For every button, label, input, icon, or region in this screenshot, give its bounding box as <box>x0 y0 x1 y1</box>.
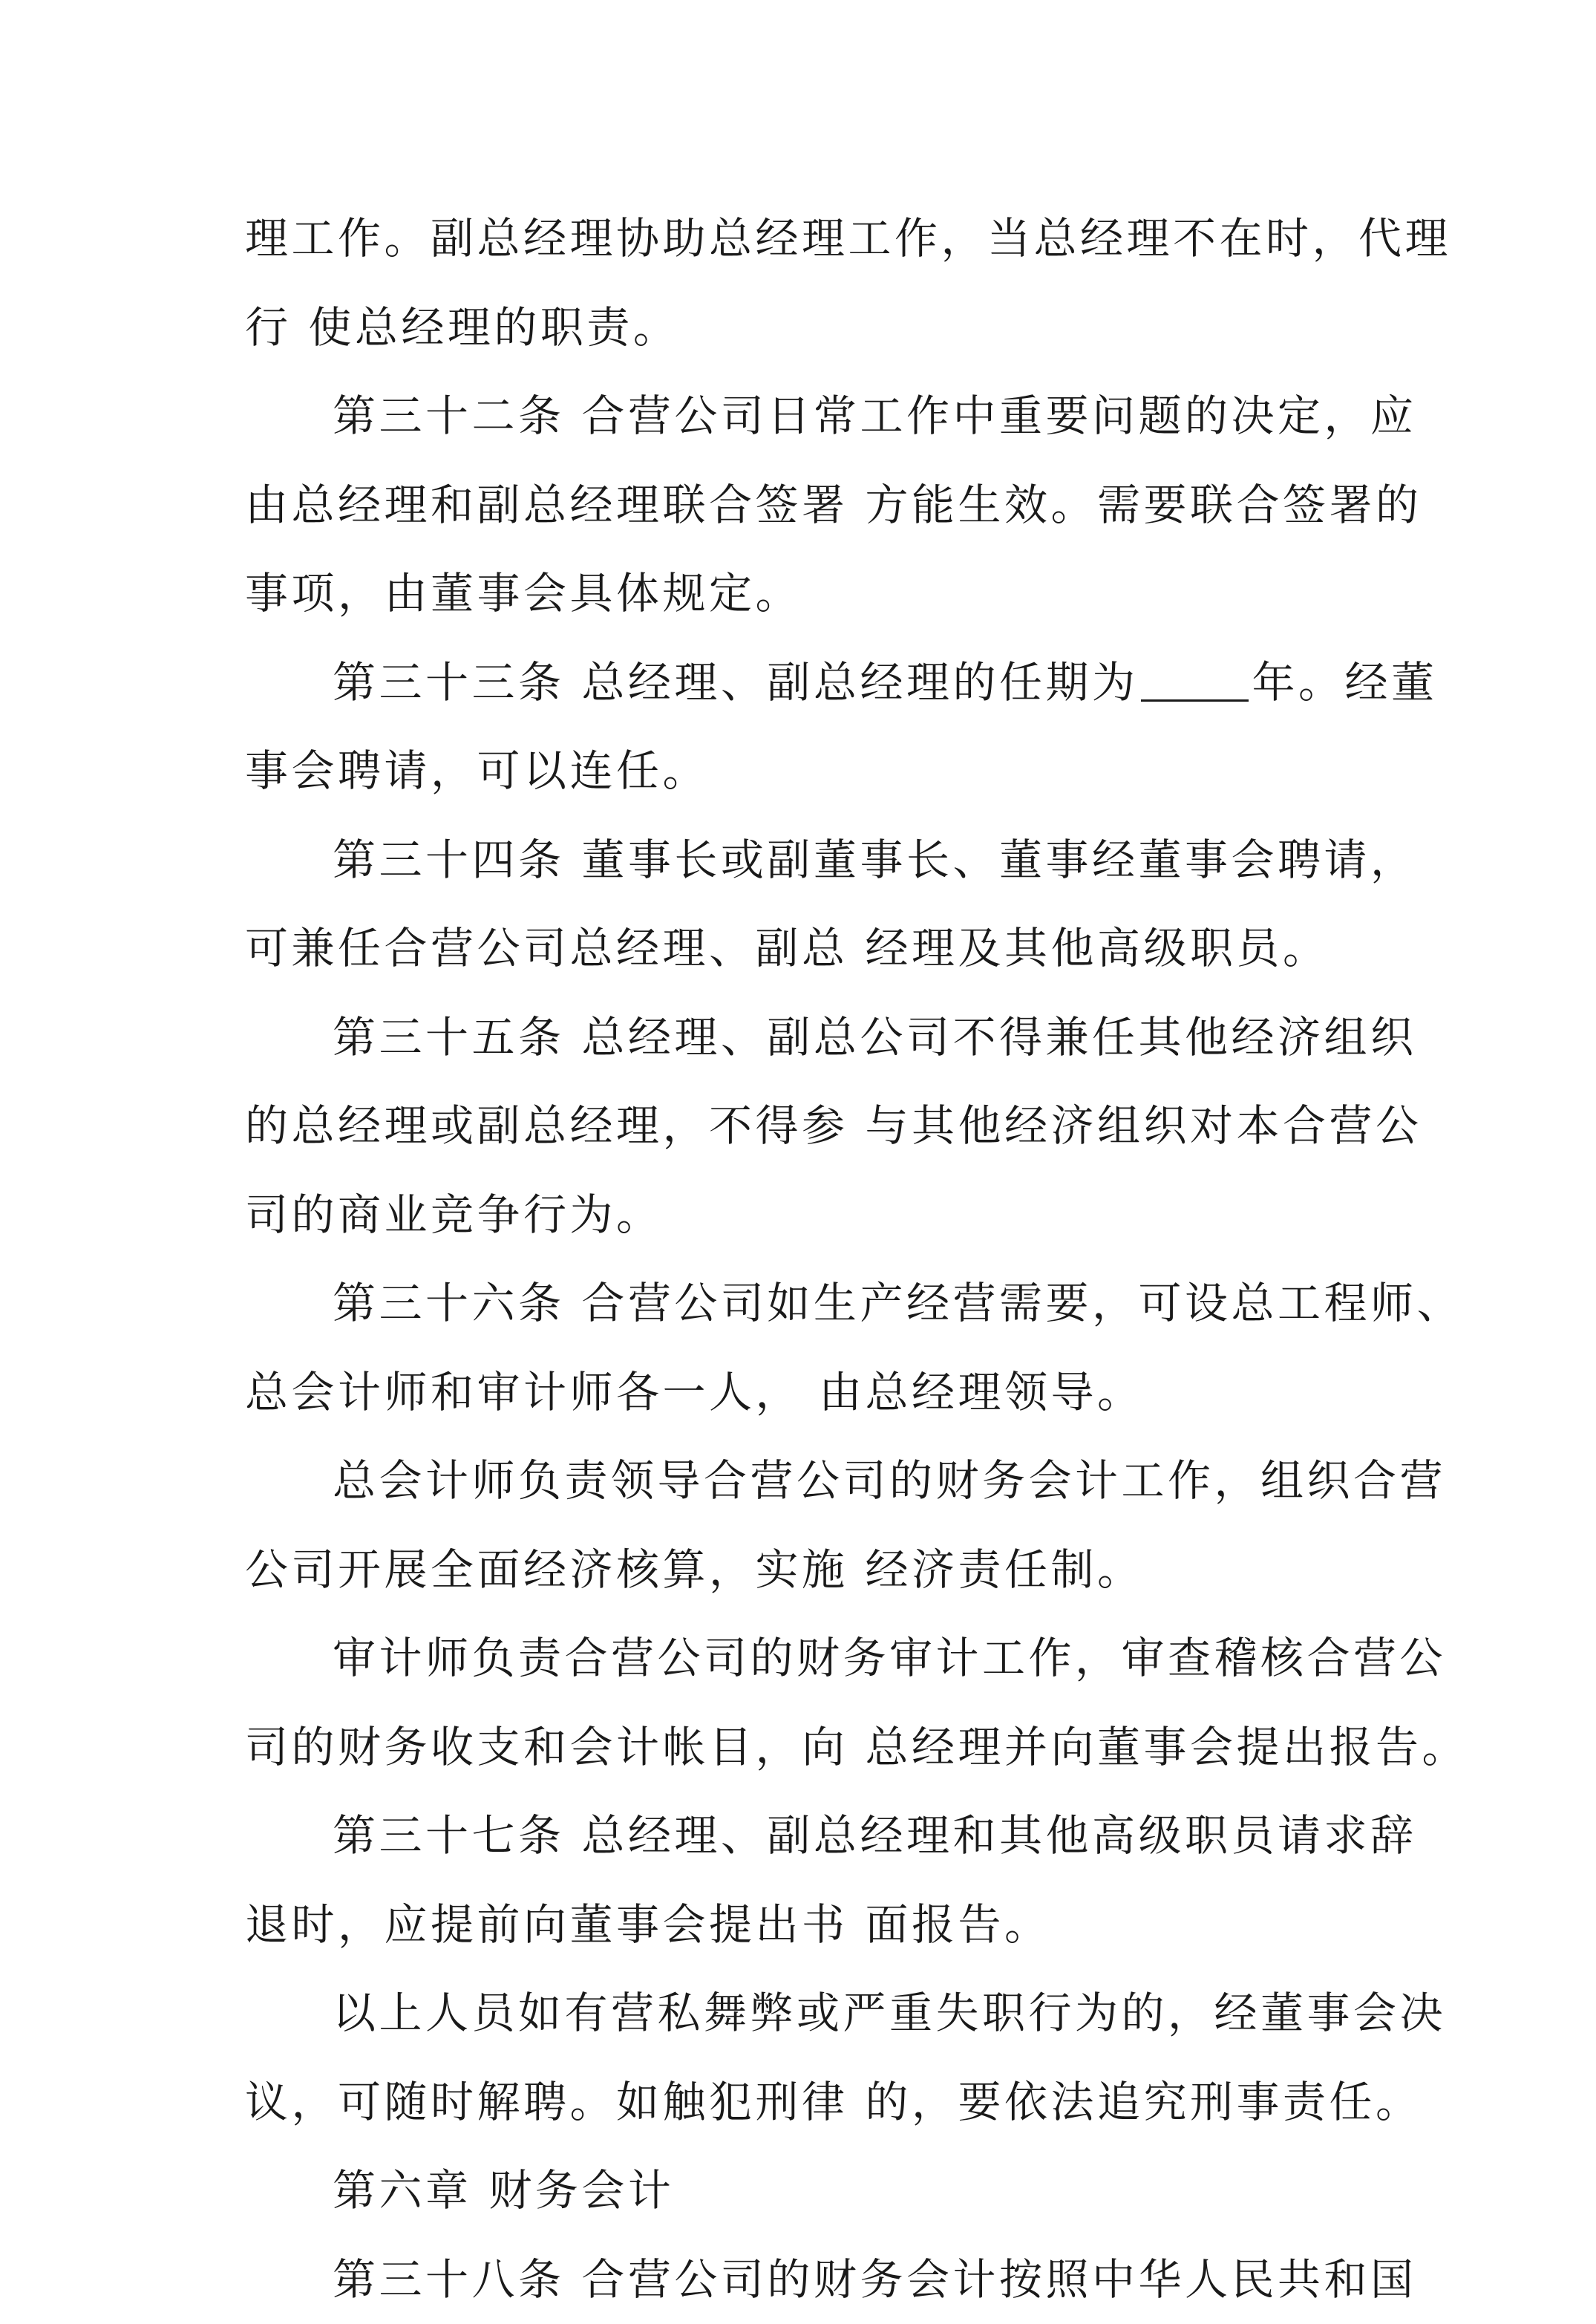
article-33-text-after: 年。经董 <box>1252 657 1437 708</box>
text-line: 事项，由董事会具体规定。 <box>245 549 1358 639</box>
text-line: 理工作。副总经理协助总经理工作，当总经理不在时，代理 <box>245 195 1358 284</box>
chapter-6-heading: 第六章 财务会计 <box>245 2147 1358 2236</box>
article-34-heading-line: 第三十四条 董事长或副董事长、董事经董事会聘请， <box>245 816 1358 905</box>
article-36-heading-line: 第三十六条 合营公司如生产经营需要，可设总工程师、 <box>245 1259 1358 1348</box>
text-line: 司的商业竞争行为。 <box>245 1171 1358 1260</box>
article-38-heading-line: 第三十八条 合营公司的财务会计按照中华人民共和国 <box>245 2236 1358 2324</box>
text-line: 总会计师和审计师各一人， 由总经理领导。 <box>245 1348 1358 1437</box>
text-line: 由总经理和副总经理联合签署 方能生效。需要联合签署的 <box>245 461 1358 550</box>
text-line: 公司开展全面经济核算，实施 经济责任制。 <box>245 1526 1358 1615</box>
article-37-heading-line: 第三十七条 总经理、副总经理和其他高级职员请求辞 <box>245 1792 1358 1881</box>
text-line: 司的财务收支和会计帐目，向 总经理并向董事会提出报告。 <box>245 1703 1358 1792</box>
text-line: 行 使总经理的职责。 <box>245 284 1358 373</box>
text-line: 退时，应提前向董事会提出书 面报告。 <box>245 1881 1358 1970</box>
article-32-heading-line: 第三十二条 合营公司日常工作中重要问题的决定，应 <box>245 372 1358 461</box>
text-line: 议，可随时解聘。如触犯刑律 的，要依法追究刑事责任。 <box>245 2058 1358 2147</box>
text-line: 事会聘请，可以连任。 <box>245 727 1358 816</box>
article-33-text-before: 第三十三条 总经理、副总经理的任期为 <box>333 657 1138 708</box>
article-33-heading-line <box>245 639 1358 728</box>
term-years-blank <box>1141 656 1249 702</box>
text-line: 可兼任合营公司总经理、副总 经理及其他高级职员。 <box>245 904 1358 993</box>
paragraph-chief-accountant: 总会计师负责领导合营公司的财务会计工作，组织合营 <box>245 1437 1358 1526</box>
document-body <box>245 195 1358 2324</box>
article-35-heading-line: 第三十五条 总经理、副总公司不得兼任其他经济组织 <box>245 993 1358 1083</box>
text-line: 的总经理或副总经理，不得参 与其他经济组织对本合营公 <box>245 1082 1358 1171</box>
paragraph-auditor: 审计师负责合营公司的财务审计工作，审查稽核合营公 <box>245 1614 1358 1703</box>
paragraph-dismissal: 以上人员如有营私舞弊或严重失职行为的，经董事会决 <box>245 1969 1358 2058</box>
